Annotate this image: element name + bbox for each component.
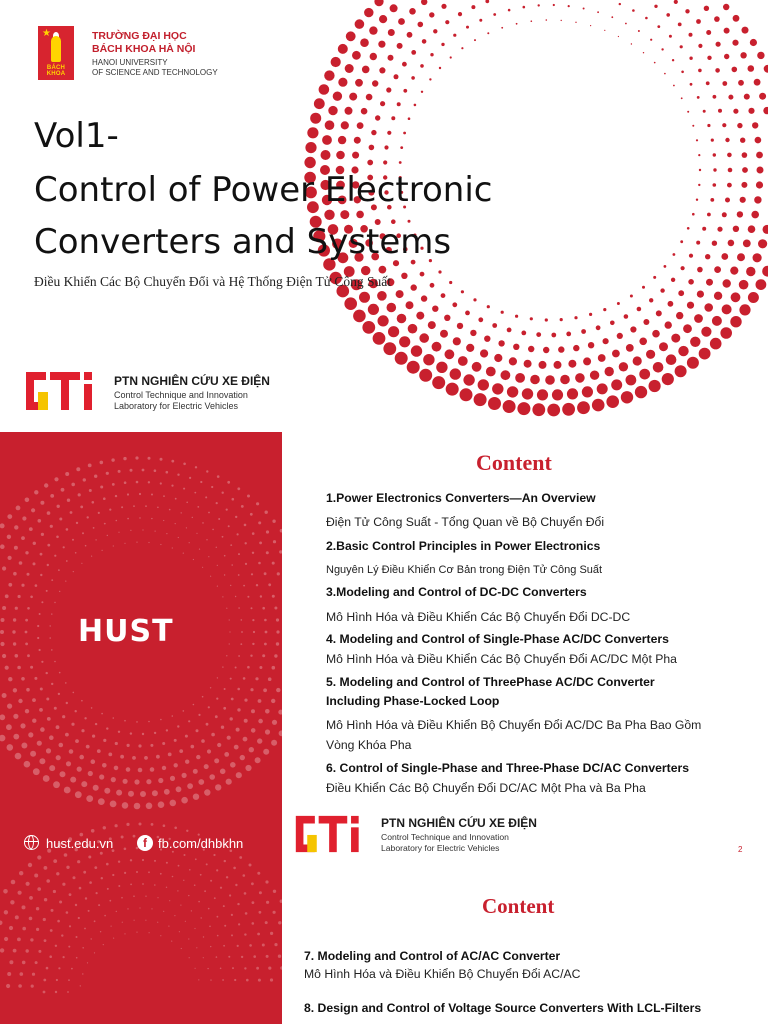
content-item-2-vi: Nguyên Lý Điều Khiển Cơ Bản trong Điện Tử Công Suất [326,564,603,576]
cti-lab-logo-2 [292,814,372,854]
lab-subtitle-2-line2: Laboratory for Electric Vehicles [381,843,500,853]
torch-icon [51,36,61,62]
content-item-7-vi: Mô Hình Hóa và Điều Khiển Bộ Chuyển Đổi AC/AC [304,967,581,981]
content-item-8-en: 8. Design and Control of Voltage Source Converters With LCL-Filters [304,1001,702,1015]
lab-subtitle [114,390,248,412]
content-item-4-en: 4. Modeling and Control of Single-Phase AC/DC Converters [326,632,669,646]
university-name-line1: TRƯỜNG ĐẠI HỌC [92,30,187,42]
cover-subtitle: Điều Khiển Các Bộ Chuyển Đổi và Hệ Thống Điện Tử Công Suất [34,274,392,289]
star-icon: ★ [42,28,51,39]
cti-lab-logo [24,370,104,412]
content-item-1-vi: Điện Tử Công Suất - Tổng Quan về Bộ Chuyển Đổi [326,515,605,529]
cover-title-line3: Converters and Systems [34,222,452,262]
hust-brand: HUST [78,614,174,649]
website-link[interactable]: hust.edu.vn [46,836,114,851]
decorative-dot-pattern-top [300,0,768,432]
lab-title-2: PTN NGHIÊN CỨU XE ĐIỆN [381,816,537,830]
lab-subtitle-2-line1: Control Technique and Innovation [381,832,509,842]
content-item-5-vi-line1: Mô Hình Hóa và Điều Khiển Bộ Chuyển Đổi AC/DC Ba Pha Bao Gồm [326,718,702,732]
content-item-3-vi: Mô Hình Hóa và Điều Khiển Các Bộ Chuyển Đổi DC-DC [326,610,631,624]
content-heading: Content [476,450,552,475]
content-heading-2: Content [482,894,555,918]
university-logo [38,26,74,80]
lab-subtitle-line1: Control Technique and Innovation [114,390,248,400]
lab-subtitle-line2: Laboratory for Electric Vehicles [114,401,239,411]
content-item-5-en-line2: Including Phase-Locked Loop [326,694,500,708]
facebook-icon: f [137,835,153,851]
university-name-line2: BÁCH KHOA HÀ NỘI [92,43,196,55]
content-item-2-en: 2.Basic Control Principles in Power Electronics [326,539,601,553]
content-item-4-vi: Mô Hình Hóa và Điều Khiển Các Bộ Chuyển Đổi AC/DC Một Pha [326,652,677,666]
content-item-1-en: 1.Power Electronics Converters—An Overview [326,491,596,505]
university-name-english [92,58,218,78]
facebook-link[interactable]: fb.com/dhbkhn [158,836,244,851]
cover-title-line2: Control of Power Electronic [34,170,493,210]
content-item-6-vi: Điều Khiển Các Bộ Chuyển Đổi DC/AC Một Pha và Ba Pha [326,781,646,795]
page-number: 2 [738,845,743,854]
cover-title-line1: Vol1- [34,116,119,156]
university-logo-text: BÁCH KHOA [46,65,66,77]
university-en-line2: OF SCIENCE AND TECHNOLOGY [92,68,218,77]
university-en-line1: HANOI UNIVERSITY [92,58,168,67]
content-item-7-en: 7. Modeling and Control of AC/AC Converter [304,949,561,963]
globe-icon [24,835,39,850]
decorative-dot-pattern-red [0,432,282,1024]
lab-title: PTN NGHIÊN CỨU XE ĐIỆN [114,374,270,388]
lab-subtitle-2 [381,832,509,854]
hust-red-panel [0,432,282,1024]
content-item-5-en-line1: 5. Modeling and Control of ThreePhase AC/DC Converter [326,675,655,689]
content-item-5-vi-line2: Vòng Khóa Pha [326,738,412,752]
university-name [92,30,195,56]
content-item-3-en: 3.Modeling and Control of DC-DC Converters [326,585,587,599]
content-item-6-en: 6. Control of Single-Phase and Three-Phase DC/AC Converters [326,761,689,775]
